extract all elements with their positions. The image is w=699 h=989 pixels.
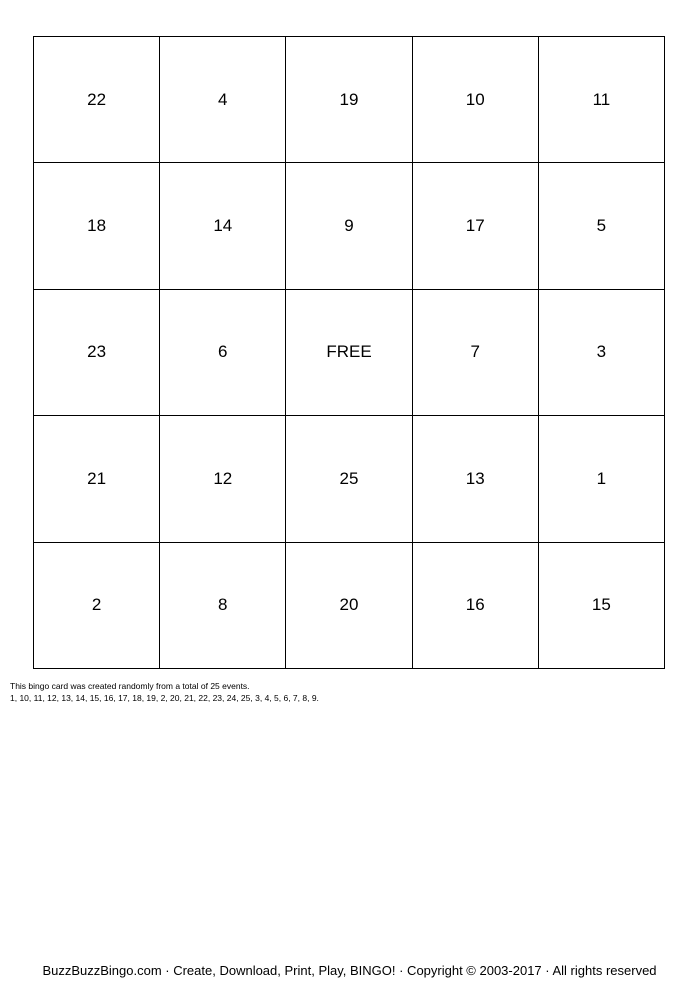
bingo-cell: 1 (539, 416, 665, 542)
footer-copyright: BuzzBuzzBingo.com · Create, Download, Print, Play, BINGO! · Copyright © 2003-2017 · All rights reserved (42, 963, 657, 978)
bingo-cell: 15 (539, 543, 665, 669)
free-space-cell: FREE (286, 290, 412, 416)
bingo-cell: 10 (413, 37, 539, 163)
card-description: This bingo card was created randomly from a total of 25 events. (10, 681, 250, 691)
bingo-cell: 19 (286, 37, 412, 163)
bingo-cell: 14 (160, 163, 286, 289)
bingo-cell: 18 (34, 163, 160, 289)
bingo-cell: 11 (539, 37, 665, 163)
bingo-cell: 21 (34, 416, 160, 542)
bingo-cell: 25 (286, 416, 412, 542)
bingo-cell: 13 (413, 416, 539, 542)
bingo-cell: 3 (539, 290, 665, 416)
bingo-cell: 12 (160, 416, 286, 542)
bingo-cell: 5 (539, 163, 665, 289)
bingo-cell: 16 (413, 543, 539, 669)
bingo-cell: 20 (286, 543, 412, 669)
bingo-cell: 4 (160, 37, 286, 163)
bingo-cell: 2 (34, 543, 160, 669)
bingo-cell: 23 (34, 290, 160, 416)
bingo-cell: 8 (160, 543, 286, 669)
bingo-cell: 7 (413, 290, 539, 416)
bingo-cell: 6 (160, 290, 286, 416)
bingo-card (33, 36, 665, 669)
bingo-cell: 9 (286, 163, 412, 289)
bingo-cell: 22 (34, 37, 160, 163)
events-list: 1, 10, 11, 12, 13, 14, 15, 16, 17, 18, 19, 2, 20, 21, 22, 23, 24, 25, 3, 4, 5, 6, 7, 8, 9. (10, 693, 319, 703)
bingo-cell: 17 (413, 163, 539, 289)
